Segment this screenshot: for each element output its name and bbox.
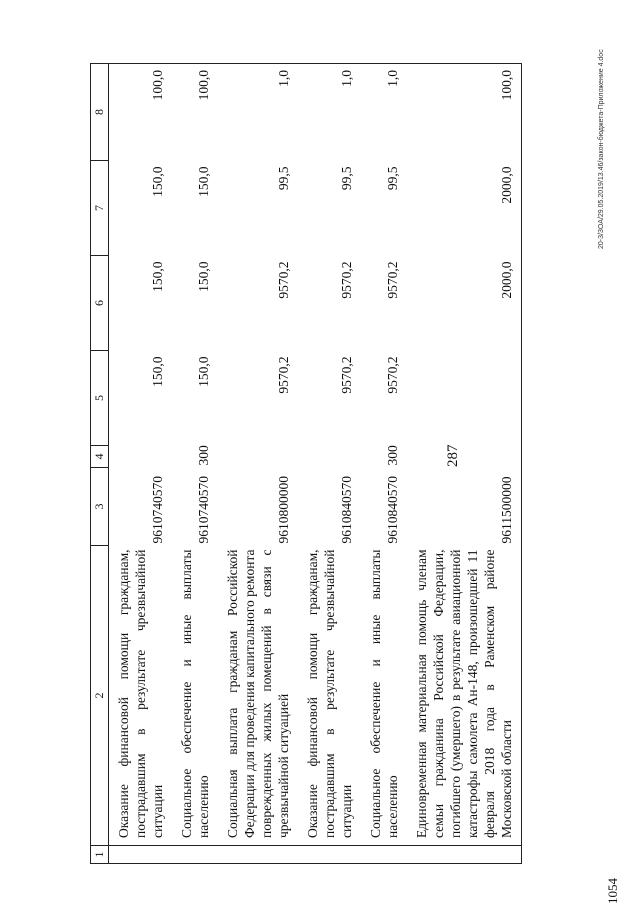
header-col-7: 7: [91, 161, 109, 256]
header-col-4: 4: [91, 446, 109, 468]
cell-name: Оказание финансовой помощи гражданам, пострадавшим в результате чрезвычайной ситуации: [305, 549, 354, 838]
cell-col5: 150,0: [196, 356, 211, 387]
cell-code: 9610800000: [276, 476, 291, 544]
cell-type: 300: [196, 445, 211, 466]
cell-type: [109, 446, 173, 468]
cell-col5: 9570,2: [339, 356, 354, 394]
cell-empty: [218, 846, 298, 864]
table-row: [361, 64, 407, 864]
cell-empty: [298, 846, 361, 864]
cell-type: [218, 446, 298, 468]
cell-code: 9610840570: [385, 476, 400, 544]
cell-col7: 150,0: [150, 166, 165, 197]
header-col-2: 2: [91, 546, 109, 846]
cell-col8: 1,0: [361, 64, 407, 161]
cell-name: Социальное обеспечение и иные выплаты населению: [368, 549, 400, 838]
document-path: 20-3/3OA/29.05.2019/13.46/закон-бюджета-Приложение 4.doc: [598, 49, 605, 249]
header-row: [91, 64, 109, 864]
table-row: [218, 64, 298, 864]
cell-col5: 150,0: [150, 356, 165, 387]
cell-name: Единовременная материальная помощь членам семьи гражданина Российской Федерации, погибшего (умершего) в результате авиационной катастрофы самолета Ан-148, произошедшей 11 февраля 2018 года в Раменском районе Московской области: [407, 546, 522, 846]
cell-col7: 99,5: [339, 166, 354, 191]
cell-col6: 150,0: [150, 261, 165, 292]
cell-type: [298, 446, 361, 468]
cell-col8: 100,0: [109, 64, 173, 161]
cell-col5: 9570,2: [276, 356, 291, 394]
cell-code: 9610740570: [196, 476, 211, 544]
cell-name: Социальная выплата гражданам Российской Федерации для проведения капитального ремонта поврежденных жилых помещений в связи с чрезвычайной ситуацией: [225, 549, 291, 838]
header-col-8: 8: [91, 64, 109, 161]
cell-empty: [172, 846, 218, 864]
cell-code: 9610740570: [150, 476, 165, 544]
cell-empty: [407, 846, 522, 864]
table-row: [172, 64, 218, 864]
cell-name: Социальное обеспечение и иные выплаты населению: [179, 549, 211, 838]
cell-empty: [109, 846, 173, 864]
sheet-number: 1054: [605, 878, 620, 904]
cell-code: 9611500000: [407, 468, 522, 546]
table-row: [298, 64, 361, 864]
cell-col5: 9570,2: [385, 356, 400, 394]
cell-type: [407, 446, 522, 468]
budget-table: [90, 63, 522, 864]
cell-col6: 9570,2: [385, 261, 400, 299]
header-col-1: 1: [91, 846, 109, 864]
cell-col6: 150,0: [196, 261, 211, 292]
cell-col6: 9570,2: [276, 261, 291, 299]
page-number: 287: [445, 444, 461, 467]
cell-col7: 150,0: [196, 166, 211, 197]
cell-empty: [361, 846, 407, 864]
cell-col6: 2000,0: [407, 256, 522, 351]
cell-col8: 1,0: [298, 64, 361, 161]
cell-col5: [407, 351, 522, 446]
header-col-6: 6: [91, 256, 109, 351]
header-col-5: 5: [91, 351, 109, 446]
cell-col7: 2000,0: [407, 161, 522, 256]
cell-col8: 100,0: [172, 64, 218, 161]
cell-col8: 100,0: [407, 64, 522, 161]
cell-code: 9610840570: [339, 476, 354, 544]
table-row: [407, 64, 522, 864]
cell-col7: 99,5: [276, 166, 291, 191]
table-row: [109, 64, 173, 864]
cell-name: Оказание финансовой помощи гражданам, пострадавшим в результате чрезвычайной ситуации: [116, 549, 165, 838]
header-col-3: 3: [91, 468, 109, 546]
cell-col6: 9570,2: [339, 261, 354, 299]
cell-type: 300: [385, 445, 400, 466]
cell-col7: 99,5: [385, 166, 400, 191]
cell-col8: 1,0: [218, 64, 298, 161]
